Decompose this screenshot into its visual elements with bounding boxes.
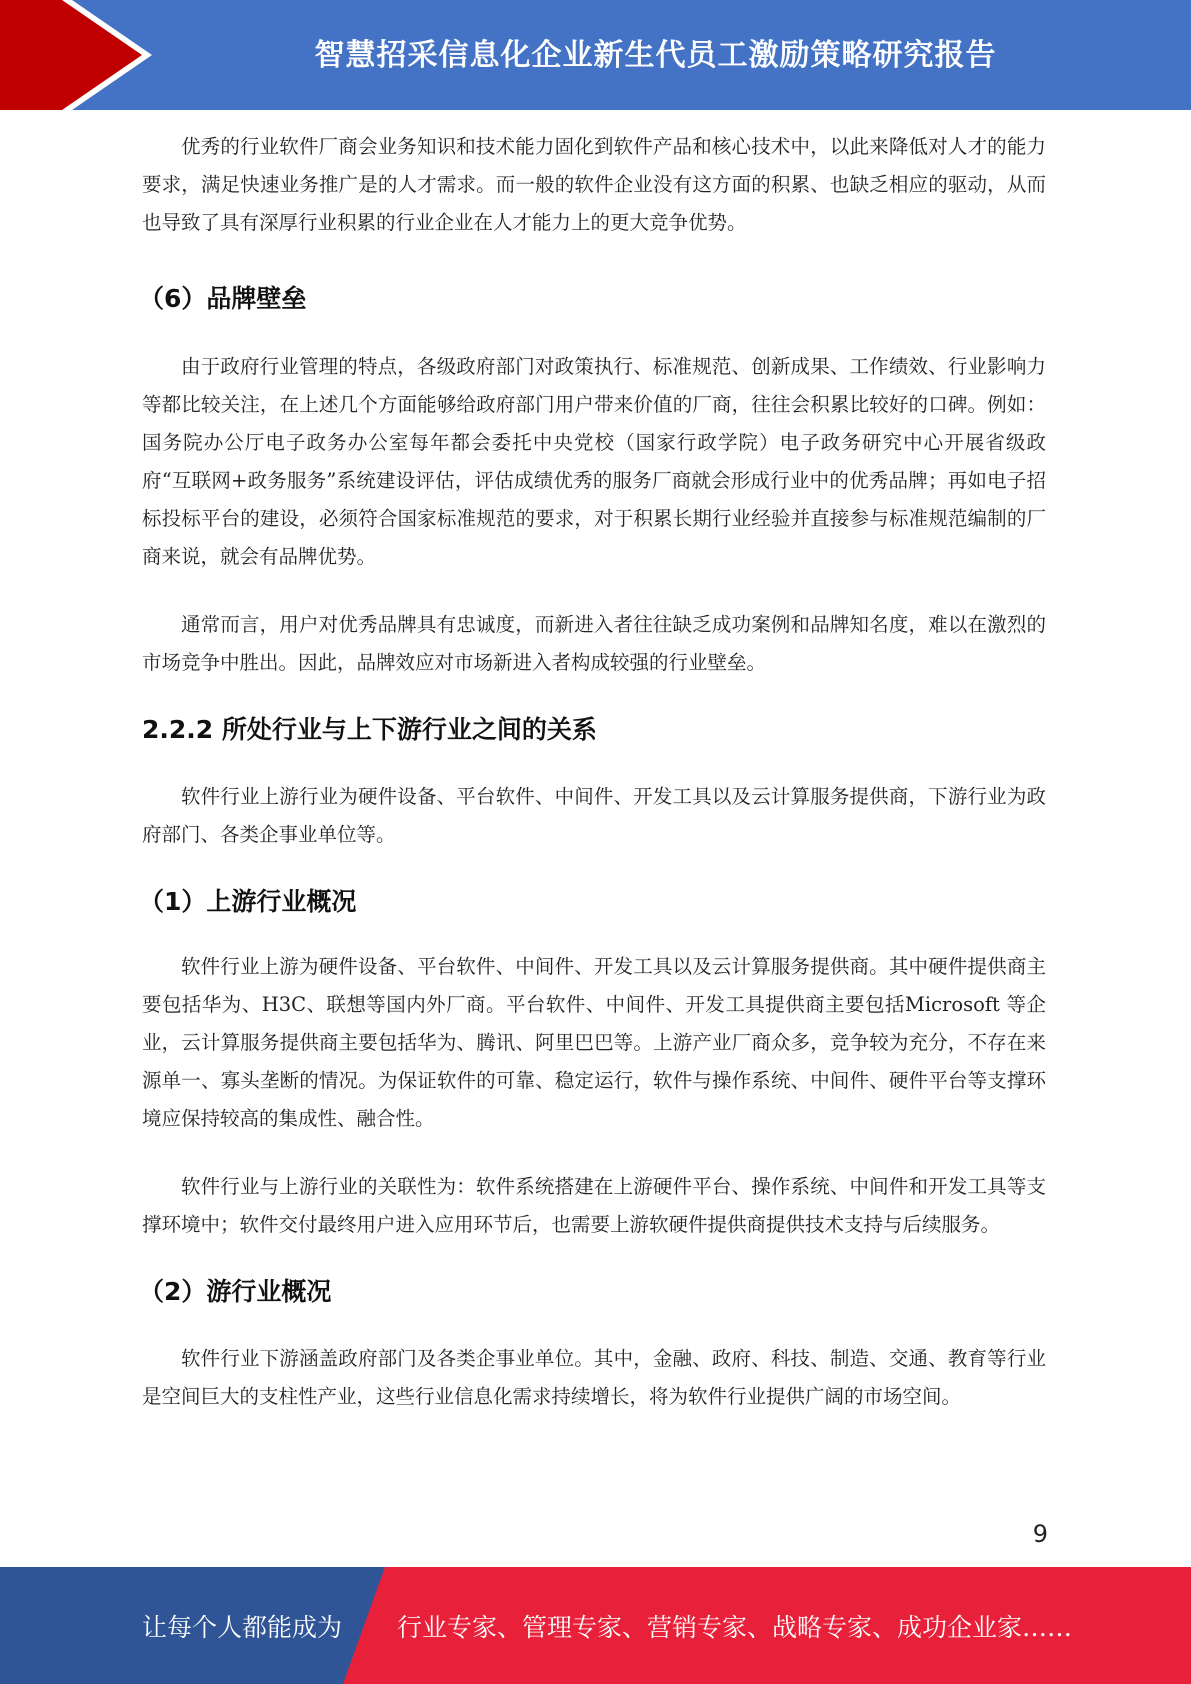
page-header (0, 0, 1191, 110)
paragraph-brand-2: 通常而言，用户对优秀品牌具有忠诚度，而新进入者往往缺乏成功案例和品牌知名度，难以在激烈的市场竞争中胜出。因此，品牌效应对市场新进入者构成较强的行业壁垒。 (142, 613, 1046, 674)
header-title: 智慧招采信息化企业新生代员工激励策略研究报告 (314, 38, 997, 73)
heading-section-2-2-2: 2.2.2 所处行业与上下游行业之间的关系 (142, 715, 597, 744)
heading-downstream: （2）游行业概况 (139, 1277, 332, 1306)
page-number: 9 (1032, 1520, 1048, 1548)
report-body (139, 128, 1046, 1416)
paragraph-relationship: 软件行业上游行业为硬件设备、平台软件、中间件、开发工具以及云计算服务提供商，下游行业为政府部门、各类企事业单位等。 (142, 785, 1046, 846)
paragraph-upstream-1: 软件行业上游为硬件设备、平台软件、中间件、开发工具以及云计算服务提供商。其中硬件提供商主要包括华为、H3C、联想等国内外厂商。平台软件、中间件、开发工具提供商主要包括Microsoft 等企业，云计算服务提供商主要包括华为、腾讯、阿里巴巴等。上游产业厂商众多，竞争较为充分，不存在来源单一、寡头垄断的情况。为保证软件的可靠、稳定运行，软件与操作系统、中间件、硬件平台等支撑环境应保持较高的集成性、融合性。 (142, 955, 1046, 1130)
paragraph-downstream: 软件行业下游涵盖政府部门及各类企事业单位。其中，金融、政府、科技、制造、交通、教育等行业是空间巨大的支柱性产业，这些行业信息化需求持续增长，将为软件行业提供广阔的市场空间。 (142, 1347, 1046, 1408)
paragraph-upstream-2: 软件行业与上游行业的关联性为：软件系统搭建在上游硬件平台、操作系统、中间件和开发工具等支撑环境中；软件交付最终用户进入应用环节后，也需要上游软硬件提供商提供技术支持与后续服务。 (142, 1175, 1046, 1236)
heading-brand-barrier: （6）品牌壁垒 (139, 284, 307, 313)
footer-slogan-left: 让每个人都能成为 (142, 1612, 343, 1642)
paragraph-brand-1: 由于政府行业管理的特点，各级政府部门对政策执行、标准规范、创新成果、工作绩效、行业影响力等都比较关注，在上述几个方面能够给政府部门用户带来价值的厂商，往往会积累比较好的口碑。例如：国务院办公厅电子政务办公室每年都会委托中央党校（国家行政学院）电子政务研究中心开展省级政府“互联网+政务服务”系统建设评估，评估成绩优秀的服务厂商就会形成行业中的优秀品牌；再如电子招标投标平台的建设，必须符合国家标准规范的要求，对于积累长期行业经验并直接参与标准规范编制的厂商来说，就会有品牌优势。 (142, 355, 1046, 568)
page-footer (0, 1567, 1191, 1684)
heading-upstream: （1）上游行业概况 (139, 887, 357, 916)
footer-slogan-right: 行业专家、管理专家、营销专家、战略专家、成功企业家…… (397, 1612, 1073, 1642)
paragraph-talent: 优秀的行业软件厂商会业务知识和技术能力固化到软件产品和核心技术中，以此来降低对人才的能力要求，满足快速业务推广是的人才需求。而一般的软件企业没有这方面的积累、也缺乏相应的驱动，从而也导致了具有深厚行业积累的行业企业在人才能力上的更大竞争优势。 (142, 135, 1046, 234)
